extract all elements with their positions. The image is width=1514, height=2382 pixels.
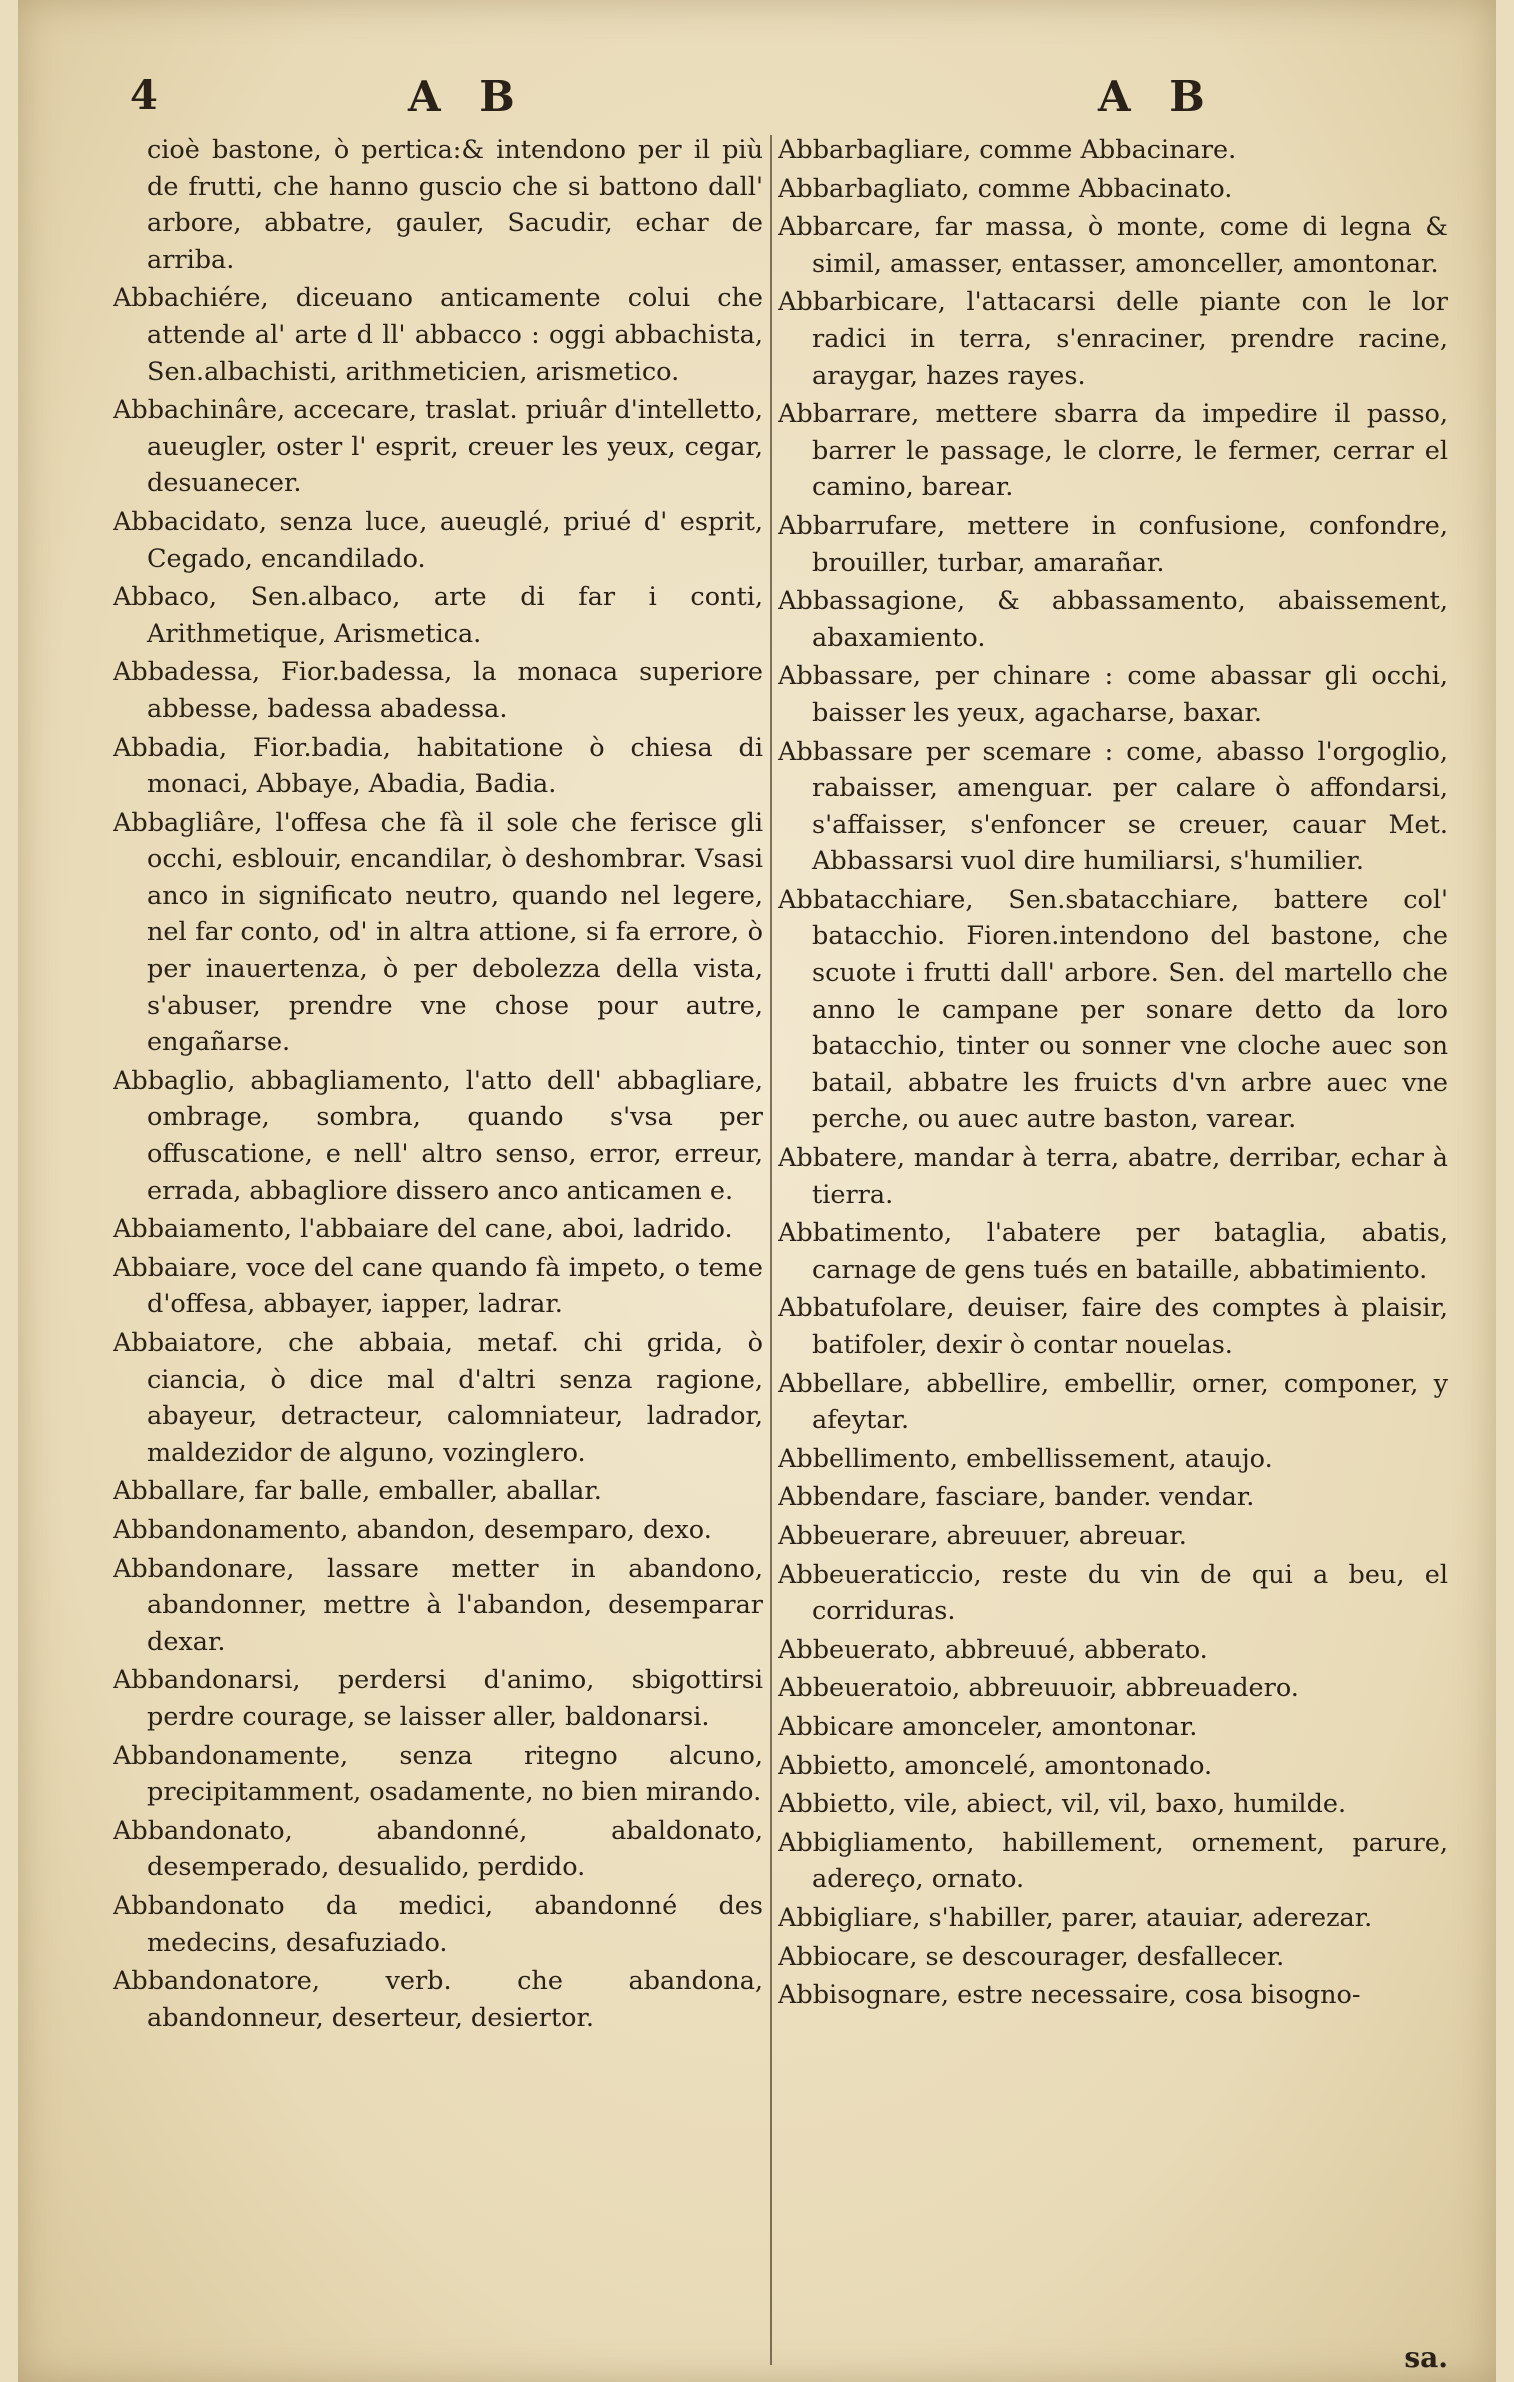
dictionary-entry: [778, 508, 1448, 581]
entry-text: Abbatacchiare, Sen.sbatacchiare, battere col' batacchio. Fioren.intendono del bastone, che scuote i frutti dall' arbore. Sen. del martello che anno le campane per sonare detto da loro batacchio, tinter ou sonner vne cloche auec son batail, abbatre les fruicts d'vn arbre auec vne perche, ou auec autre baston, varear.: [778, 884, 1448, 1135]
entry-text: Abbandonato da medici, abandonné des medecins, desafuziado.: [113, 1890, 763, 1958]
dictionary-entry: [778, 1900, 1448, 1937]
entry-text: Abbisognare, estre necessaire, cosa bisogno-: [778, 1980, 1361, 2011]
entry-text: Abbandonare, lassare metter in abandono, abandonner, mettre à l'abandon, desemparar dexar.: [113, 1553, 763, 1657]
entry-text: Abbeueraticcio, reste du vin de qui a beu, el corriduras.: [778, 1559, 1448, 1627]
book-page: [18, 0, 1496, 2382]
dictionary-entry: [778, 583, 1448, 656]
dictionary-entry: [778, 882, 1448, 1138]
dictionary-entry: [778, 1977, 1448, 2014]
entry-text: Abbatere, mandar à terra, abatre, derribar, echar à tierra.: [778, 1143, 1448, 1210]
entry-text: Abbandonato, abandonné, abaldonato, desemperado, desualido, perdido.: [113, 1815, 763, 1883]
dictionary-entry: [113, 1512, 763, 1549]
entry-text: Abbietto, vile, abiect, vil, vil, baxo, humilde.: [778, 1789, 1347, 1820]
running-head-left: A B: [408, 72, 527, 121]
entry-text: Abbiocare, se descourager, desfallecer.: [778, 1941, 1285, 1972]
dictionary-entry: [778, 1670, 1448, 1707]
entry-text: Abbachiére, diceuano anticamente colui che attende al' arte d ll' abbacco : oggi abbachista, Sen.albachisti, arithmeticien, arismetico.: [113, 283, 763, 387]
entry-text: Abbaiamento, l'abbaiare del cane, aboi, ladrido.: [113, 1214, 733, 1245]
dictionary-entry: [778, 284, 1448, 394]
dictionary-entry: [113, 504, 763, 577]
entry-text: Abbandonamente, senza ritegno alcuno, precipitamment, osadamente, no bien mirando.: [113, 1740, 763, 1808]
entry-text: Abbachinâre, accecare, traslat. priuâr d'intelletto, aueugler, oster l' esprit, creuer les yeux, cegar, desuanecer.: [113, 395, 763, 499]
entry-text: Abbaco, Sen.albaco, arte di far i conti, Arithmetique, Arismetica.: [113, 582, 763, 649]
entry-text: Abbellimento, embellissement, ataujo.: [778, 1443, 1273, 1474]
running-head-right: A B: [1098, 72, 1217, 121]
dictionary-entry: [113, 1211, 763, 1248]
entry-text: Abbatimento, l'abatere per bataglia, abatis, carnage de gens tués en bataille, abbatimiento.: [778, 1218, 1448, 1285]
entry-text: Abbellare, abbellire, embellir, orner, componer, y afeytar.: [778, 1368, 1448, 1436]
dictionary-entry: [778, 1140, 1448, 1213]
dictionary-entry: [778, 396, 1448, 506]
entry-text: cioè bastone, ò pertica:& intendono per il più de frutti, che hanno guscio che si battono dall' arbore, abbatre, gauler, Sacudir, echar de arriba.: [147, 135, 763, 275]
dictionary-entry: [778, 132, 1448, 169]
entry-text: Abbandonarsi, perdersi d'animo, sbigottirsi perdre courage, se laisser aller, baldonarsi.: [113, 1665, 763, 1732]
dictionary-entry: [778, 1290, 1448, 1363]
dictionary-entry: [778, 1366, 1448, 1439]
dictionary-entry: [113, 1662, 763, 1735]
entry-text: Abbeueratoio, abbreuuoir, abbreuadero.: [778, 1673, 1299, 1704]
dictionary-entry: [778, 1557, 1448, 1630]
entry-text: Abbicare amonceler, amontonar.: [778, 1711, 1198, 1742]
entry-text: Abbaglio, abbagliamento, l'atto dell' abbagliare, ombrage, sombra, quando s'vsa per offuscatione, e nell' altro senso, error, erreur, errada, abbagliore dissero anco anticamen e.: [113, 1065, 763, 1206]
entry-text: Abbacidato, senza luce, aueuglé, priué d' esprit, Cegado, encandilado.: [113, 506, 763, 574]
dictionary-entry: [778, 1786, 1448, 1823]
dictionary-entry: [113, 730, 763, 803]
dictionary-entry: [113, 1063, 763, 1209]
entry-text: Abbandonamento, abandon, desemparo, dexo.: [113, 1514, 712, 1545]
entry-text: Abbagliâre, l'offesa che fà il sole che ferisce gli occhi, esblouir, encandilar, ò deshombrar. Vsasi anco in significato neutro, quando nel legere, nel far conto, od' in altra attione, si fa errore, ò per inauertenza, ò per debolezza della vista, s'abuser, prendre vne chose pour autre, engañarse.: [113, 807, 763, 1058]
dictionary-entry: [113, 805, 763, 1061]
continued-entry: [113, 132, 763, 278]
dictionary-entry: [113, 579, 763, 652]
entry-text: Abbaiare, voce del cane quando fà impeto, o teme d'offesa, abbayer, iapper, ladrar.: [113, 1252, 763, 1320]
entry-text: Abbatufolare, deuiser, faire des comptes à plaisir, batifoler, dexir ò contar nouelas.: [778, 1293, 1448, 1360]
entry-text: Abbaiatore, che abbaia, metaf. chi grida, ò ciancia, ò dice mal d'altri senza ragione, abayeur, detracteur, calomniateur, ladrador, maldezidor de alguno, vozinglero.: [113, 1328, 763, 1468]
entry-text: Abbassagione, & abbassamento, abaissement, abaxamiento.: [778, 586, 1448, 653]
entry-text: Abbigliare, s'habiller, parer, atauiar, aderezar.: [778, 1902, 1373, 1933]
dictionary-entry: [778, 734, 1448, 880]
dictionary-entry: [113, 1325, 763, 1471]
dictionary-entry: [113, 1250, 763, 1323]
dictionary-entry: [113, 654, 763, 727]
dictionary-entry: [778, 209, 1448, 282]
dictionary-entry: [113, 392, 763, 502]
page-header: [18, 72, 1496, 132]
entry-text: Abbassare, per chinare : come abassar gli occhi, baisser les yeux, agacharse, baxar.: [778, 661, 1448, 728]
dictionary-entry: [778, 1441, 1448, 1478]
column-divider: [770, 135, 772, 2365]
dictionary-entry: [113, 1963, 763, 2036]
right-column: [778, 132, 1448, 2362]
dictionary-entry: [778, 1215, 1448, 1288]
entry-text: Abbendare, fasciare, bander. vendar.: [778, 1482, 1255, 1513]
entry-text: Abbeuerato, abbreuué, abberato.: [778, 1634, 1208, 1665]
entry-text: Abbarbicare, l'attacarsi delle piante con le lor radici in terra, s'enraciner, prendre racine, araygar, hazes rayes.: [778, 287, 1448, 391]
catchword: sa.: [1404, 2341, 1448, 2374]
entry-text: Abbietto, amoncelé, amontonado.: [778, 1750, 1213, 1781]
left-column: [113, 132, 763, 2362]
entry-text: Abbarbagliare, comme Abbacinare.: [778, 135, 1237, 165]
dictionary-entry: [778, 1518, 1448, 1555]
dictionary-entry: [778, 1632, 1448, 1669]
dictionary-entry: [778, 1709, 1448, 1746]
dictionary-entry: [778, 1939, 1448, 1976]
entry-text: Abballare, far balle, emballer, aballar.: [113, 1476, 602, 1507]
dictionary-entry: [113, 1738, 763, 1811]
dictionary-entry: [113, 1888, 763, 1961]
entry-text: Abbadia, Fior.badia, habitatione ò chiesa di monaci, Abbaye, Abadia, Badia.: [113, 732, 763, 800]
entry-text: Abbarbagliato, comme Abbacinato.: [778, 173, 1233, 204]
dictionary-entry: [113, 1551, 763, 1661]
dictionary-entry: [113, 1473, 763, 1510]
dictionary-entry: [778, 658, 1448, 731]
dictionary-entry: [778, 1748, 1448, 1785]
entry-text: Abbigliamento, habillement, ornement, parure, adereço, ornato.: [778, 1827, 1448, 1895]
entry-text: Abbarrufare, mettere in confusione, confondre, brouiller, turbar, amarañar.: [778, 510, 1448, 578]
entry-text: Abbassare per scemare : come, abasso l'orgoglio, rabaisser, amenguar. per calare ò affondarsi, s'affaisser, s'enfoncer se creuer, cauar Met. Abbassarsi vuol dire humiliarsi, s'humilier.: [778, 736, 1448, 877]
dictionary-entry: [778, 171, 1448, 208]
entry-text: Abbeuerare, abreuuer, abreuar.: [778, 1520, 1187, 1551]
entry-text: Abbadessa, Fior.badessa, la monaca superiore abbesse, badessa abadessa.: [113, 657, 763, 724]
dictionary-entry: [113, 1813, 763, 1886]
page-number: 4: [130, 72, 158, 119]
dictionary-entry: [778, 1479, 1448, 1516]
entry-text: Abbarcare, far massa, ò monte, come di legna & simil, amasser, entasser, amonceller, amontonar.: [778, 212, 1448, 279]
entry-text: Abbandonatore, verb. che abandona, abandonneur, deserteur, desiertor.: [113, 1966, 763, 2033]
entry-text: Abbarrare, mettere sbarra da impedire il passo, barrer le passage, le clorre, le fermer, cerrar el camino, barear.: [778, 399, 1448, 503]
dictionary-entry: [778, 1825, 1448, 1898]
dictionary-entry: [113, 280, 763, 390]
